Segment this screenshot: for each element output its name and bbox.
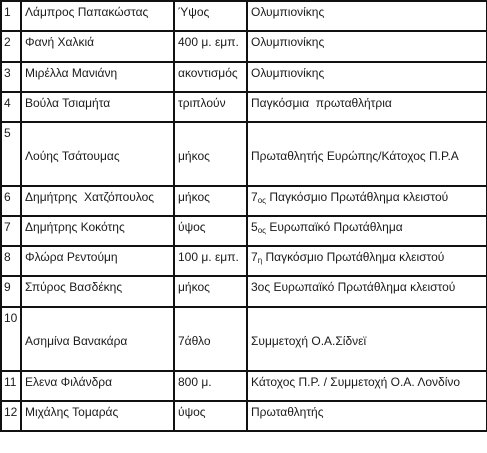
row-number: 9	[1, 276, 21, 307]
row-number: 3	[1, 62, 21, 92]
table-row	[1, 1, 487, 31]
athlete-name: Σπύρος Βασδέκης	[21, 276, 174, 307]
athlete-achievement	[247, 186, 487, 216]
achievement-text: Παγκόσμιο Πρωτάθλημα κλειστού	[262, 250, 445, 264]
achievement-rank-suffix: ος	[257, 226, 266, 235]
athlete-name: Φλώρα Ρεντούμη	[21, 246, 174, 276]
athlete-name: Λάμπρος Παπακώστας	[21, 1, 174, 31]
athlete-achievement: Πρωταθλητής	[247, 401, 487, 431]
table-row	[1, 186, 487, 216]
athlete-name: Μιχάλης Τομαράς	[21, 401, 174, 431]
achievement-rank-suffix: ος	[257, 196, 266, 205]
row-number: 6	[1, 186, 21, 216]
athlete-achievement: Ολυμπιονίκης	[247, 1, 487, 31]
athlete-event: μήκος	[174, 122, 247, 186]
athlete-event: μήκος	[174, 186, 247, 216]
athlete-event: ύψος	[174, 216, 247, 246]
row-number: 2	[1, 31, 21, 62]
athlete-name: Βούλα Τσιαμήτα	[21, 92, 174, 122]
table-row	[1, 122, 487, 186]
athlete-event: 7άθλο	[174, 307, 247, 371]
athlete-event: ακοντισμός	[174, 62, 247, 92]
achievement-rank: 5	[251, 220, 258, 234]
athlete-achievement: Κάτοχος Π.Ρ. / Συμμετοχή Ο.Α. Λονδίνο	[247, 371, 487, 401]
row-number: 11	[1, 371, 21, 401]
table-row	[1, 371, 487, 401]
row-number: 7	[1, 216, 21, 246]
table-row	[1, 246, 487, 276]
athlete-achievement: Ολυμπιονίκης	[247, 62, 487, 92]
athlete-name: Ασημίνα Βανακάρα	[21, 307, 174, 371]
achievement-rank: 7	[251, 190, 258, 204]
athlete-name: Δημήτρης Χατζόπουλος	[21, 186, 174, 216]
athlete-event: τριπλούν	[174, 92, 247, 122]
table-row	[1, 31, 487, 62]
athlete-name: Δημήτρης Κοκότης	[21, 216, 174, 246]
achievement-text: Ευρωπαϊκό Πρωτάθλημα	[266, 220, 403, 234]
athlete-event: 400 μ. εμπ.	[174, 31, 247, 62]
athlete-name: Λούης Τσάτουμας	[21, 122, 174, 186]
athlete-event: 800 μ.	[174, 371, 247, 401]
row-number: 12	[1, 401, 21, 431]
achievement-rank-suffix: η	[257, 256, 263, 265]
athlete-achievement: Παγκόσμια πρωταθλήτρια	[247, 92, 487, 122]
athlete-achievement	[247, 216, 487, 246]
table-row	[1, 216, 487, 246]
row-number: 8	[1, 246, 21, 276]
athlete-achievement: 3ος Ευρωπαϊκό Πρωτάθλημα κλειστού	[247, 276, 487, 307]
table-row	[1, 276, 487, 307]
table-row	[1, 401, 487, 431]
athlete-event: Ύψος	[174, 1, 247, 31]
athlete-event: ύψος	[174, 401, 247, 431]
achievement-rank: 7	[251, 250, 258, 264]
athlete-name: Φανή Χαλκιά	[21, 31, 174, 62]
athlete-name: Ελενα Φιλάνδρα	[21, 371, 174, 401]
athlete-name: Μιρέλλα Μανιάνη	[21, 62, 174, 92]
athlete-event: μήκος	[174, 276, 247, 307]
row-number: 1	[1, 1, 21, 31]
athlete-event: 100 μ. εμπ.	[174, 246, 247, 276]
table-row	[1, 92, 487, 122]
row-number: 5	[1, 122, 21, 186]
athlete-achievement	[247, 246, 487, 276]
athlete-achievement: Ολυμπιονίκης	[247, 31, 487, 62]
table-row	[1, 307, 487, 371]
row-number: 10	[1, 307, 21, 371]
athlete-achievement: Συμμετοχή Ο.Α.Σίδνεϊ	[247, 307, 487, 371]
table-row	[1, 62, 487, 92]
athlete-achievement: Πρωταθλητής Ευρώπης/Κάτοχος Π.Ρ.Α	[247, 122, 487, 186]
row-number: 4	[1, 92, 21, 122]
achievement-text: Παγκόσμιο Πρωτάθλημα κλειστού	[266, 190, 449, 204]
